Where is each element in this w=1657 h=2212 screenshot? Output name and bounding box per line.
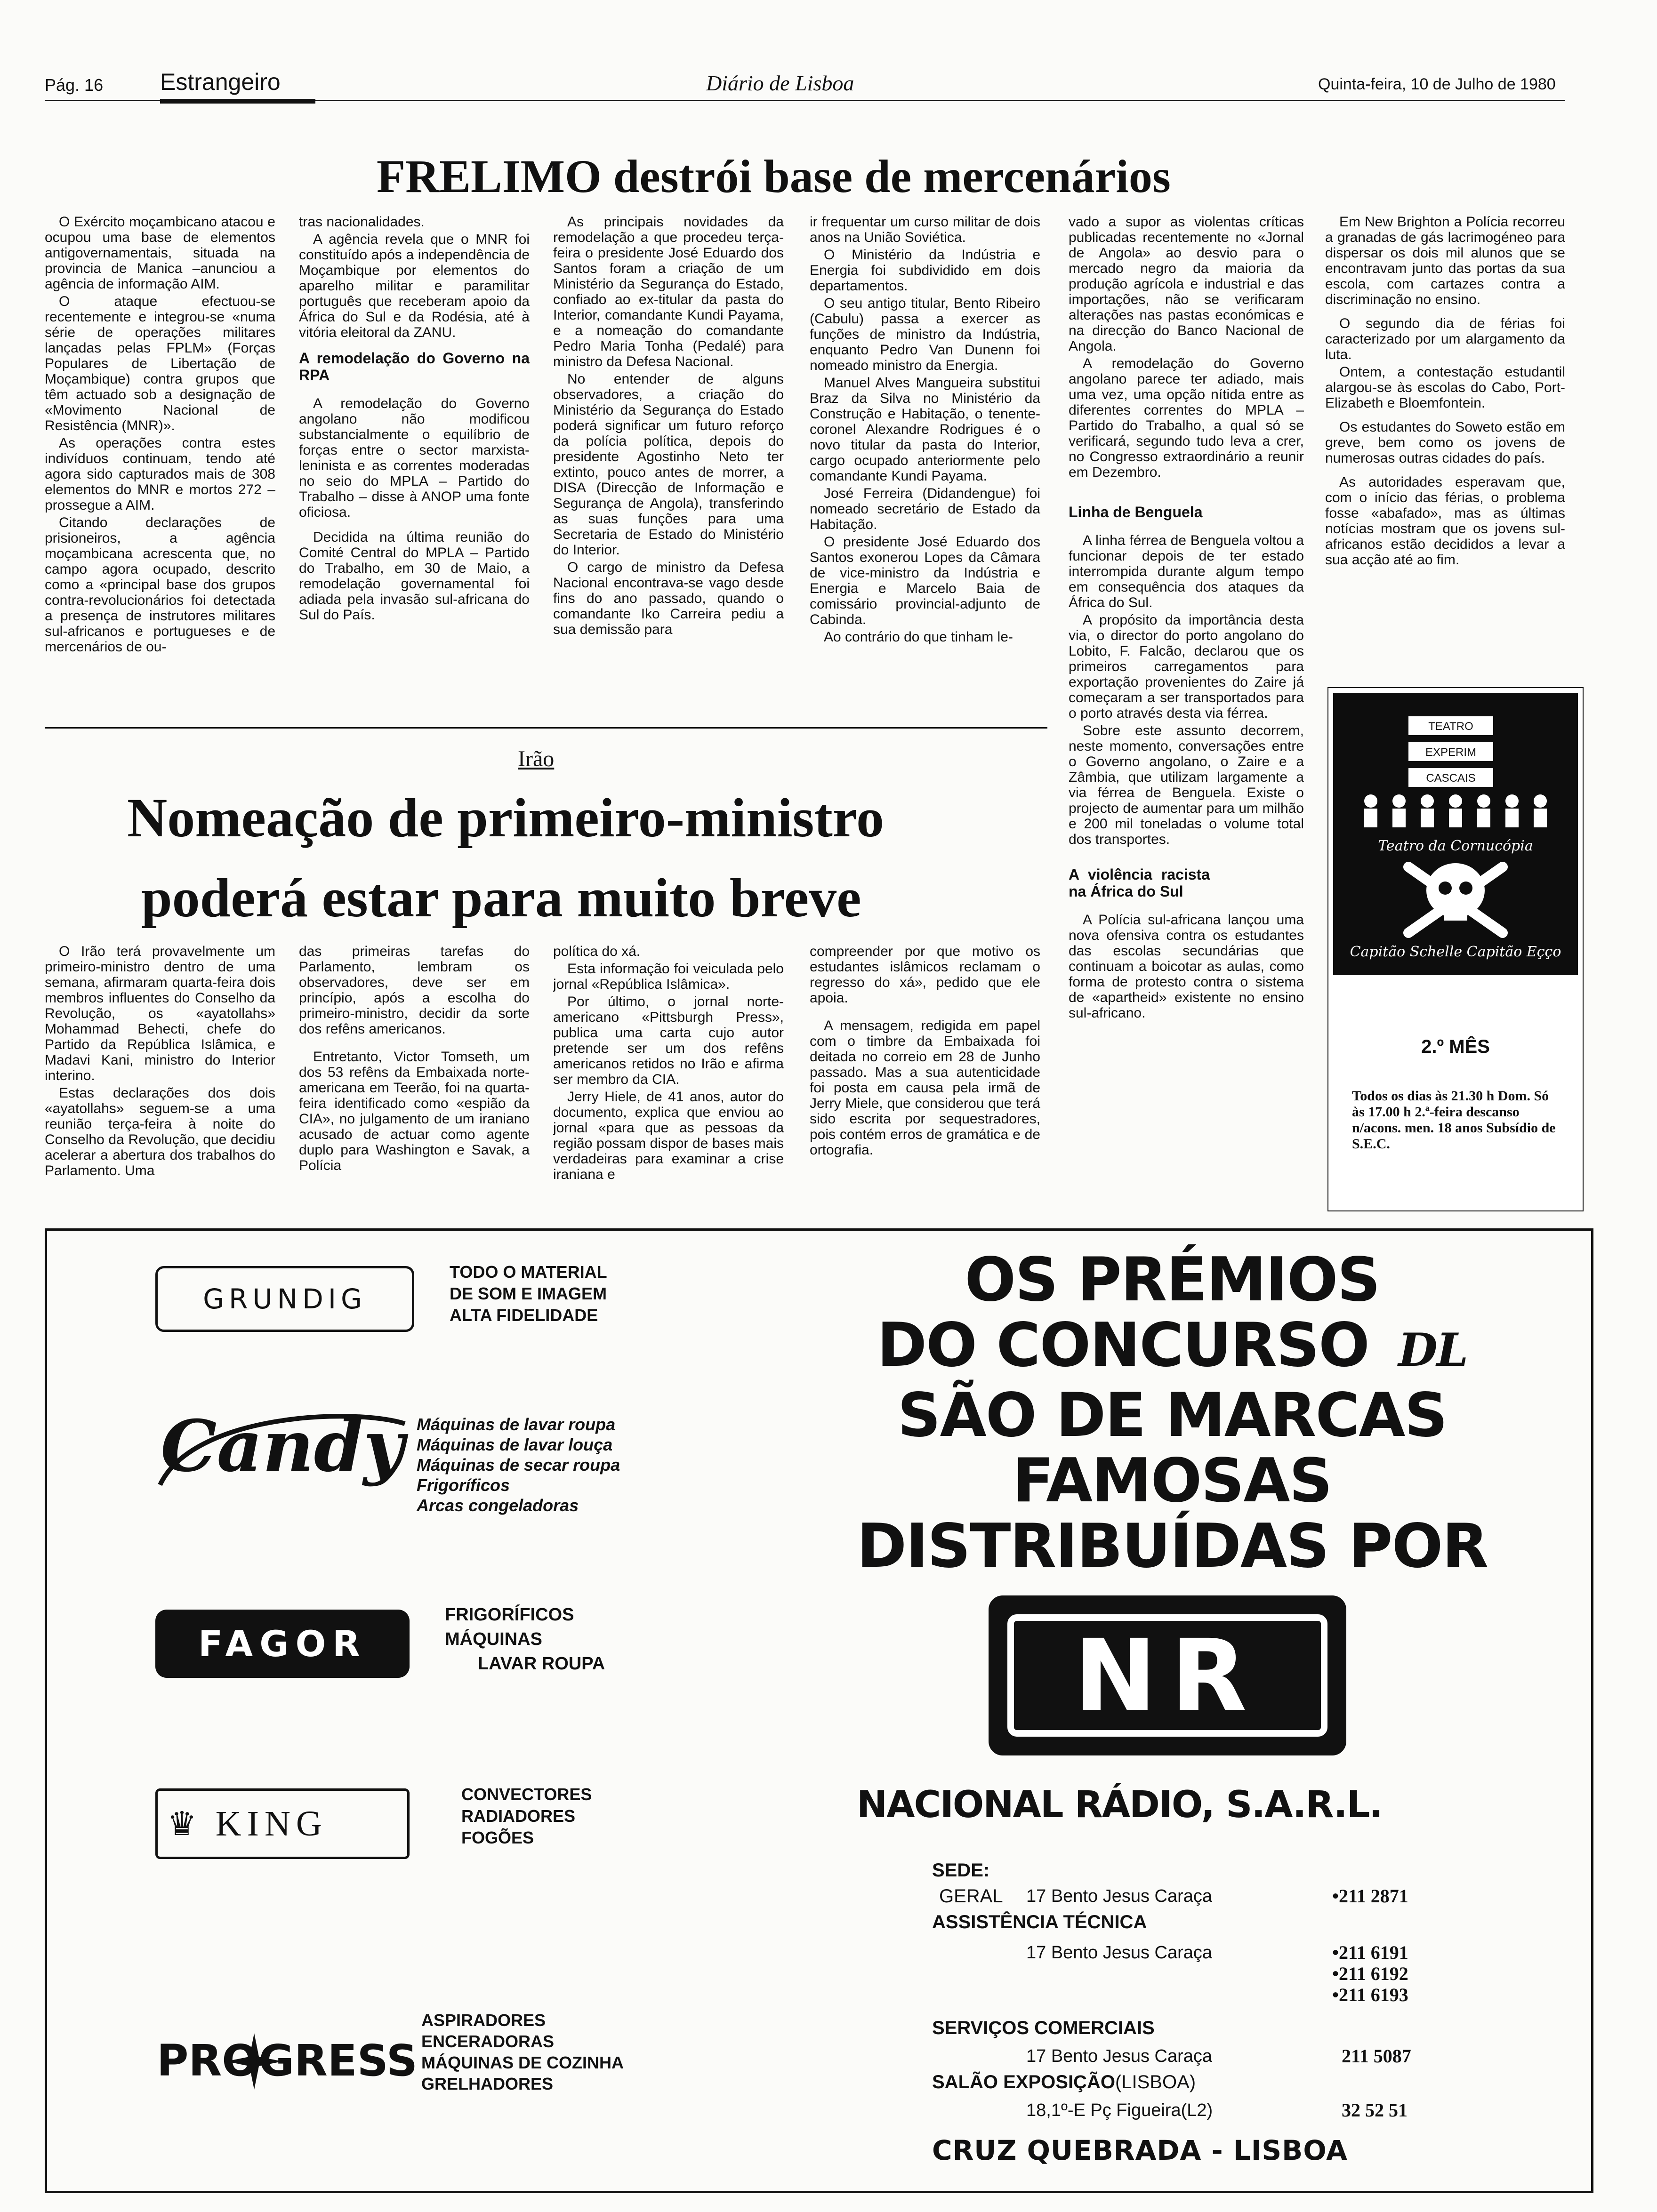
product-line: ENCERADORAS: [421, 2032, 555, 2051]
salao-city: (LISBOA): [1115, 2072, 1196, 2092]
subheading-remodelacao: A remodelação do Governo na RPA: [299, 350, 530, 384]
assistencia-label: ASSISTÊNCIA TÉCNICA: [932, 1912, 1147, 1932]
king-products: [461, 1784, 592, 1849]
frelimo-column-5: [1069, 214, 1304, 1202]
paragraph: compreender por que motivo os estudantes islâmicos reclamam o regresso do xá», pedido que ele apoia.: [810, 944, 1040, 1006]
product-line: FRIGORÍFICOS: [445, 1605, 574, 1625]
paragraph: O segundo dia de férias foi caracterizado por um alargamento da luta.: [1325, 316, 1565, 362]
paragraph: A remodelação do Governo angolano parece ter adiado, mais uma vez, uma opção nítida entre as diferentes correntes do MPLA – Partido do Trabalho, a qual só se verificará, segundo tudo leva a crer, no Congresso extraordinário a reunir em Dezembro.: [1069, 356, 1304, 480]
iran-column-4: [810, 944, 1040, 1207]
candy-logo-art: [155, 1405, 410, 1494]
nr-logo: [989, 1595, 1346, 1755]
theatre-play-title: Capitão Schelle Capitão Eçço: [1350, 944, 1561, 960]
paragraph: Entretanto, Victor Tomseth, um dos 53 refêns da Embaixada norte-americana em Teerão, foi na quarta-feira identificado como «espião da CIA», no julgamento de um iraniano acusado de actuar como agente duplo para Washington e Savak, a Polícia: [299, 1049, 530, 1173]
paragraph: Citando declarações de prisioneiros, a agência moçambicana acrescenta que, no campo agora ocupado, descrito como a «principal base dos grupos contra-revolucionários foi detectada a presença de instrutores militares sul-africanos e portugueses e de mercenários de ou-: [45, 515, 275, 655]
ad-headline-line-with-mark: [796, 1310, 1549, 1383]
product-line: Frigoríficos: [417, 1475, 510, 1495]
paragraph: José Ferreira (Didandengue) foi nomeado secretário de Estado da Habitação.: [810, 486, 1040, 532]
poster-panel-text: CASCAIS: [1426, 772, 1476, 785]
salao-label: [932, 2071, 1196, 2093]
paragraph: vado a supor as violentas críticas publicadas recentemente no «Jornal de Angola» ao desvio para o mercado negro da maioria da produção agrícola e industrial e das importações, não se verificaram alterações nas pastas económicas e na direcção do Banco Nacional de Angola.: [1069, 214, 1304, 354]
subheading-violencia: A violência racista na África do Sul: [1069, 866, 1210, 900]
company-name: NACIONAL RÁDIO, S.A.R.L.: [857, 1784, 1383, 1826]
ad-headline-line: SÃO DE MARCAS: [897, 1380, 1447, 1451]
product-line: FOGÕES: [461, 1828, 534, 1847]
paragraph: Estas declarações dos dois «ayatollahs» seguem-se a uma reunião terça-feira à noite do Conselho da Revolução, que decidiu acelerar a abertura dos trabalhos do Parlamento. Uma: [45, 1085, 275, 1178]
paragraph: A mensagem, redigida em papel com o timbre da Embaixada foi deitada no correio em 28 de Junho passado. Mas a sua autenticidade foi posta em causa pela irmã de Jerry Miele, que considerou que terá sido escrita por sequestradores, pois contém erros de gramática e de ortografia.: [810, 1018, 1040, 1158]
paragraph: Esta informação foi veiculada pelo jornal «República Islâmica».: [553, 961, 784, 992]
product-line: MÁQUINAS DE COZINHA: [421, 2053, 624, 2072]
king-logo-text: KING: [215, 1803, 328, 1843]
paragraph: O presidente José Eduardo dos Santos exonerou Lopes da Câmara de vice-ministro da Indústria e Energia e Marcelo Baia de comissário provincial-adjunto de Cabinda.: [810, 534, 1040, 627]
paragraph: O Exército moçambicano atacou e ocupou uma base de elementos antigovernamentais, situada na provincia de Manica –anunciou a agência de informação AIM.: [45, 214, 275, 292]
paragraph: A propósito da importância desta via, o director do porto angolano do Lobito, F. Falcão, declarou que os primeiros carregamentos para exportação provenientes do Zaire já começaram a ser transportados para o porto através desta via férrea.: [1069, 612, 1304, 721]
fagor-logo-text: FAGOR: [198, 1623, 367, 1665]
frelimo-column-3: [553, 214, 784, 713]
theatre-advertisement: [1327, 687, 1584, 1211]
theatre-month: 2.º MÊS: [1421, 1036, 1490, 1057]
sede-label: SEDE:: [932, 1860, 990, 1881]
paragraph: Por último, o jornal norte-americano «Pittsburgh Press», publica uma carta cujo autor pretende ser um dos refêns americanos retidos no Irão e afirma ser membro da CIA.: [553, 994, 784, 1087]
assistencia-phone: •211 6192: [1332, 1963, 1408, 1984]
paragraph: O Irão terá provavelmente um primeiro-ministro dentro de uma semana, afirmaram quarta-feira dois membros influentes do Conselho da Revolução, os «ayatollahs» Mohammad Behecti, chefe do Partido da República Islâmica, e Madavi Kani, ministro do Interior interino.: [45, 944, 275, 1083]
theatre-script-title: Teatro da Cornucópia: [1378, 838, 1533, 854]
servicos-label: SERVIÇOS COMERCIAIS: [932, 2018, 1155, 2038]
ad-headline: [796, 1247, 1549, 1579]
paragraph: Os estudantes do Soweto estão em greve, bem como os jovens de numerosas outras cidades do país.: [1325, 419, 1565, 466]
ad-headline-line: FAMOSAS: [1013, 1446, 1332, 1516]
paragraph: tras nacionalidades.: [299, 214, 425, 230]
product-line: LAVAR ROUPA: [478, 1654, 605, 1674]
poster-panel-text: TEATRO: [1428, 720, 1473, 733]
product-line: CONVECTORES: [461, 1785, 592, 1804]
nr-logo-text: NR: [1074, 1618, 1261, 1733]
servicos-phone: 211 5087: [1342, 2045, 1411, 2067]
subheading-benguela: Linha de Benguela: [1069, 504, 1203, 521]
king-logo: [155, 1788, 410, 1859]
crown-icon: ♛: [167, 1805, 197, 1842]
frelimo-column-4: [810, 214, 1040, 713]
product-line: Máquinas de lavar louça: [417, 1435, 613, 1454]
paragraph: A Polícia sul-africana lançou uma nova ofensiva contra os estudantes das escolas secundárias que continuam a boicotar as aulas, como forma de protesto contra o sistema de «apartheid» existente no ensino sul-africano.: [1069, 912, 1304, 1021]
assistencia-phone: •211 6191: [1332, 1942, 1408, 1963]
paragraph: Ontem, a contestação estudantil alargou-se às escolas do Cabo, Port-Elizabeth e Bloemfontein.: [1325, 364, 1565, 411]
dl-mark: DL: [1398, 1323, 1468, 1377]
geral-phone: •211 2871: [1332, 1885, 1408, 1907]
ad-headline-line: DISTRIBUÍDAS POR: [857, 1511, 1488, 1581]
salao-label-text: SALÃO EXPOSIÇÃO: [932, 2072, 1115, 2092]
ad-headline-text: DO CONCURSO: [877, 1310, 1369, 1380]
product-line: Arcas congeladoras: [417, 1496, 579, 1515]
newspaper-name: Diário de Lisboa: [706, 71, 854, 95]
assistencia-address: 17 Bento Jesus Caraça: [1026, 1943, 1213, 1963]
frelimo-column-1: [45, 214, 275, 713]
iran-column-2: [299, 944, 530, 1207]
paragraph: As autoridades esperavam que, com o início das férias, o problema fosse «abafado», mas as últimas notícias mostram que os jovens sul-africanos estão decididos a levar a sua acção até ao fim.: [1325, 474, 1565, 568]
product-line: ASPIRADORES: [421, 2011, 546, 2030]
iran-column-3: [553, 944, 784, 1207]
paragraph: Em New Brighton a Polícia recorreu a granadas de gás lacrimogéneo para dispersar os dois mil alunos que se encontravam junto das portas da sua escola, com cartazes contra a discriminação no ensino.: [1325, 214, 1565, 307]
paragraph: No entender de alguns observadores, a criação do Ministério da Segurança do Estado poderá significar um futuro reforço da polícia política, depois do presidente Agostinho Neto ter extinto, pouco antes de morrer, a DISA (Direcção de Informação e Segurança de Angola), transferindo as suas funções para uma Secretaria de Estado do Ministério do Interior.: [553, 371, 784, 558]
paragraph: ir frequentar um curso militar de dois anos na União Soviética.: [810, 214, 1040, 245]
paragraph: O seu antigo titular, Bento Ribeiro (Cabulu) passa a exercer as funções de ministro da Indústria, enquanto Pedro Van Dunenn foi nomeado ministro da Energia.: [810, 296, 1040, 373]
product-line: Máquinas de lavar roupa: [417, 1415, 616, 1434]
article-headline-frelimo: FRELIMO destrói base de mercenários: [377, 150, 1171, 202]
paragraph: Decidida na última reunião do Comité Central do MPLA – Partido do Trabalho, em 30 de Maio, a remodelação governamental foi adiada pela invasão sul-africana do Sul do País.: [299, 529, 530, 623]
paragraph: As operações contra estes indivíduos continuam, tendo até agora sido capturados mais de 308 elementos do MNR e mortos 272 – prossegue a AIM.: [45, 435, 275, 513]
article-headline-iran-1: Nomeação de primeiro-ministro: [127, 787, 884, 849]
fagor-logo: [155, 1610, 410, 1678]
paragraph: Manuel Alves Mangueira substitui Braz da Silva no Ministério da Construção e Habitação, o tenente-coronel Alexandre Rodrigues é o novo titular da pasta do Interior, cargo ocupado anteriormente pelo comandante Kundi Payama.: [810, 375, 1040, 484]
fagor-products: [445, 1603, 605, 1676]
product-line: MÁQUINAS: [445, 1629, 542, 1649]
iran-column-1: [45, 944, 275, 1207]
paragraph: A remodelação do Governo angolano não modificou substancialmente o equilíbrio de forças entre o sector marxista-leninista e as correntes moderadas no seio do MPLA – Partido do Trabalho – disse à ANOP uma fonte oficiosa.: [299, 396, 530, 520]
grundig-products: [450, 1261, 607, 1326]
paragraph: das primeiras tarefas do Parlamento, lembram os observadores, deve ser em princípio, após a escolha do primeiro-ministro, decidir da sorte dos refêns americanos.: [299, 944, 530, 1037]
grundig-logo: [155, 1266, 414, 1332]
masthead-rule: [45, 100, 1565, 101]
geral-label: GERAL: [939, 1886, 1003, 1907]
section-name: Estrangeiro: [160, 69, 281, 95]
article-divider: [45, 727, 1047, 729]
frelimo-column-6: [1325, 214, 1565, 680]
ad-headline-line: OS PRÉMIOS: [965, 1245, 1380, 1315]
theatre-poster-art: [1328, 688, 1583, 980]
ad-footer-location: CRUZ QUEBRADA - LISBOA: [932, 2134, 1348, 2166]
product-line: GRELHADORES: [421, 2074, 554, 2093]
salao-address: 18,1º-E Pç Figueira(L2): [1026, 2100, 1213, 2120]
salao-phone: 32 52 51: [1342, 2100, 1408, 2121]
paragraph: Sobre este assunto decorrem, neste momento, conversações entre o Governo angolano, o Zaire e a Zâmbia, que utilizam largamente a via férrea de Benguela. Existe o projecto de aumentar para um milhão e 200 mil toneladas o volume total dos transportes.: [1069, 723, 1304, 847]
paragraph: O cargo de ministro da Defesa Nacional encontrava-se vago desde fins do ano passado, quando o comandante Iko Carreira pediu a sua demissão para: [553, 560, 784, 637]
paragraph: As principais novidades da remodelação a que procedeu terça-feira o presidente José Eduardo dos Santos foram a criação de um Ministério da Segurança do Estado, confiado ao ex-titular da pasta do Interior, comandante Kundi Payama, e a nomeação do comandante Pedro Maria Tonha (Pedalé) para ministro da Defesa Nacional.: [553, 214, 784, 369]
paragraph: A agência revela que o MNR foi constituído após a independência de Moçambique por elementos do aparelho militar e paramilitar português que receberam apoio da África do Sul e da Rodésia, até à vitória eleitoral da ZANU.: [299, 232, 530, 340]
progress-logo: [155, 2019, 419, 2094]
paragraph: Jerry Hiele, de 41 anos, autor do documento, explica que enviou ao jornal «para que as pessoas da região possam dispor de bases mais verdadeiras para examinar a crise iraniana e: [553, 1089, 784, 1182]
servicos-address: 17 Bento Jesus Caraça: [1026, 2046, 1213, 2066]
theatre-schedule: Todos os dias às 21.30 h Dom. Só às 17.00 h 2.ª-feira descanso n/acons. men. 18 anos Subsídio de S.E.C.: [1352, 1088, 1556, 1152]
poster-panel-text: EXPERIM: [1425, 746, 1477, 759]
paragraph: O Ministério da Indústria e Energia foi subdividido em dois departamentos.: [810, 247, 1040, 294]
product-line: TODO O MATERIAL: [450, 1262, 607, 1282]
paragraph: Ao contrário do que tinham le-: [824, 629, 1013, 645]
issue-date: Quinta-feira, 10 de Julho de 1980: [1318, 75, 1556, 93]
frelimo-column-2: [299, 214, 530, 713]
geral-address: 17 Bento Jesus Caraça: [1026, 1886, 1213, 1906]
candy-logo-text: Candy: [161, 1405, 404, 1488]
grundig-logo-text: GRUNDIG: [203, 1283, 367, 1315]
assistencia-phone: •211 6193: [1332, 1984, 1408, 2005]
product-line: DE SOM E IMAGEM: [450, 1284, 607, 1303]
article-kicker-irao: Irão: [518, 746, 555, 771]
candy-logo: [155, 1405, 410, 1494]
nr-logo-inner: [1007, 1614, 1327, 1737]
progress-logo-text: PROGRESS: [156, 2036, 418, 2086]
article-headline-iran-2: poderá estar para muito breve: [141, 867, 861, 929]
paragraph: A linha férrea de Benguela voltou a funcionar depois de ter estado interrompida durante algum tempo em consequência dos ataques da África do Sul.: [1069, 533, 1304, 610]
candy-products: [417, 1414, 620, 1515]
product-line: ALTA FIDELIDADE: [450, 1306, 598, 1325]
page-number: Pág. 16: [45, 75, 104, 95]
progress-products: [421, 2010, 624, 2094]
product-line: Máquinas de secar roupa: [417, 1455, 620, 1475]
paragraph: O ataque efectuou-se recentemente e integrou-se «numa série de operações militares lançadas pelas FPLM» (Forças Populares de Libertação de Moçambique) contra grupos que têm actuado sob a designação de «Movimento Nacional de Resistência (MNR)».: [45, 294, 275, 433]
product-line: RADIADORES: [461, 1806, 576, 1826]
paragraph: política do xá.: [553, 944, 641, 959]
progress-logo-art: [155, 2019, 419, 2094]
